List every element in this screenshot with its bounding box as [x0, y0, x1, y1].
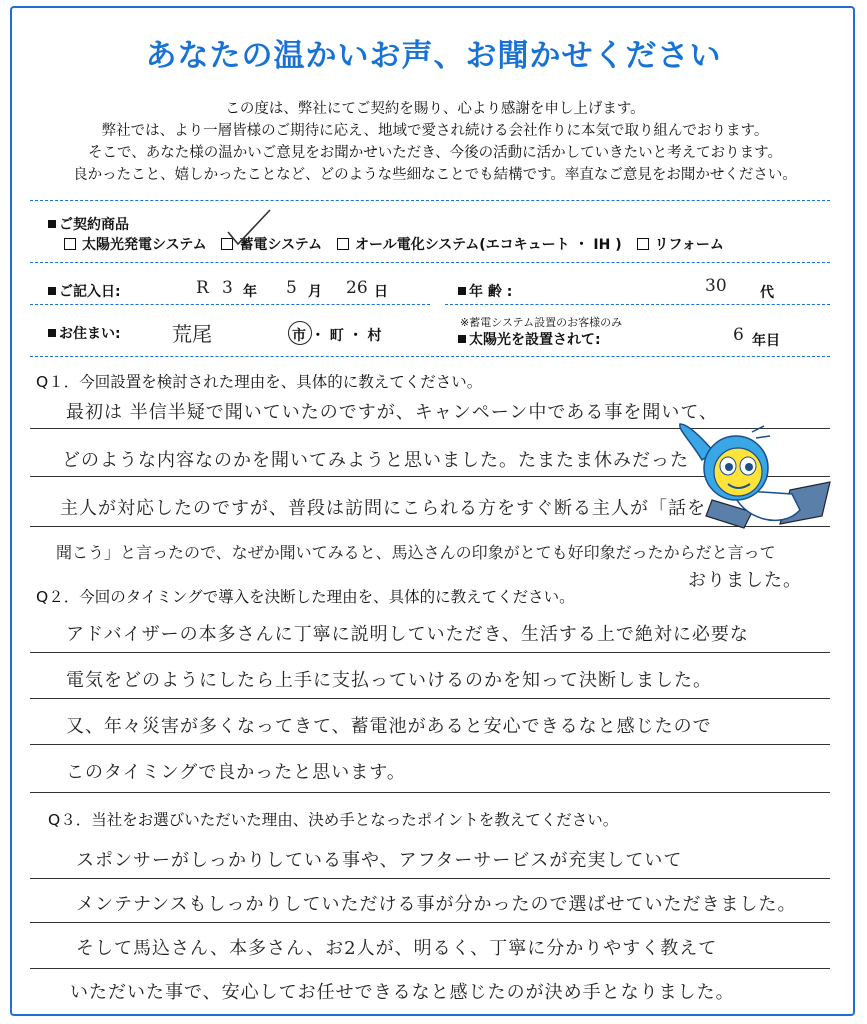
- option-all-electric[interactable]: オール電化システム(エコキュート ・ IH ): [337, 237, 622, 253]
- intro-line: 弊社では、より一層皆様のご期待に応え、地域で愛され続ける会社作りに本気で取り組んでおります。: [101, 123, 769, 139]
- date-month-unit: 月: [308, 284, 322, 300]
- answer-line: おりました。: [688, 570, 802, 591]
- answer-line: 電気をどのようにしたら上手に支払っていけるのかを知って決断しました。: [66, 670, 712, 691]
- answer-rule: [30, 698, 830, 699]
- answer-line: 又、年々災害が多くなってきて、蓄電池があると安心できるなと感じたので: [66, 716, 712, 737]
- solar-years-label: 太陽光を設置されて:: [458, 329, 601, 349]
- option-solar[interactable]: 太陽光発電システム: [64, 237, 207, 253]
- answer-rule: [30, 744, 830, 745]
- solar-years-unit: 年目: [752, 333, 780, 349]
- answer-line: スポンサーがしっかりしている事や、アフターサービスが充実していて: [76, 850, 683, 871]
- date-label: ご記入日:: [48, 281, 121, 301]
- answer-line: 最初は 半信半疑で聞いていたのですが、キャンペーン中である事を聞いて、: [66, 402, 718, 423]
- answer-line: メンテナンスもしっかりしていただける事が分かったので選ばせていただきました。: [76, 894, 797, 915]
- solar-years-value: 6: [733, 325, 744, 345]
- question-3: Q３．当社をお選びいただいた理由、決め手となったポイントを教えてください。: [48, 811, 619, 829]
- address-options: 市 ・ 町 ・ 村: [292, 328, 382, 344]
- divider: [30, 200, 830, 201]
- divider: [30, 262, 830, 263]
- age-value: 30: [705, 276, 727, 296]
- checkbox[interactable]: [64, 238, 76, 250]
- storage-note: ※蓄電システム設置のお客様のみ: [460, 316, 623, 329]
- address-label: お住まい:: [48, 323, 121, 343]
- checkbox[interactable]: [637, 238, 649, 250]
- checkbox[interactable]: [337, 238, 349, 250]
- answer-rule: [30, 878, 830, 879]
- age-unit: 代: [760, 285, 774, 301]
- intro-text: [60, 98, 810, 186]
- divider: [30, 304, 430, 305]
- divider: [445, 304, 830, 305]
- intro-line: そこで、あなた様の温かいご意見をお聞かせいただき、今後の活動に活かしていきたいと考えております。: [88, 145, 782, 161]
- answer-line: いただいた事で、安心してお任せできるなと感じたのが決め手となりました。: [70, 982, 735, 1003]
- product-options: [64, 234, 734, 254]
- address-value: 荒尾: [172, 322, 212, 346]
- question-1: Q１．今回設置を検討された理由を、具体的に教えてください。: [36, 373, 483, 391]
- age-label: 年 齢 :: [458, 281, 512, 301]
- mascot-illustration: [672, 420, 832, 540]
- answer-line: このタイミングで良かったと思います。: [66, 762, 406, 783]
- date-day-unit: 日: [374, 284, 388, 300]
- intro-line: 良かったこと、嬉しかったことなど、どのような些細なことでも結構です。率直なご意見をお聞かせください。: [73, 167, 797, 183]
- answer-line: 聞こう」と言ったので、なぜか聞いてみると、馬込さんの印象がとても好印象だったからだと言って: [56, 543, 776, 562]
- answer-rule: [30, 968, 830, 969]
- option-reform[interactable]: リフォーム: [637, 237, 724, 253]
- intro-line: この度は、弊社にてご契約を賜り、心より感謝を申し上げます。: [225, 101, 645, 117]
- answer-rule: [30, 652, 830, 653]
- date-year-unit: 年: [243, 284, 257, 300]
- answer-rule: [30, 792, 830, 793]
- checkmark-icon: [226, 208, 272, 248]
- date-year: 3: [222, 278, 233, 298]
- page-title: あなたの温かいお声、お聞かせください: [145, 38, 722, 74]
- answer-line: 主人が対応したのですが、普段は訪問にこられる方をすぐ断る主人が「話を: [60, 498, 706, 519]
- date-month: 5: [286, 278, 297, 298]
- date-day: 26: [346, 278, 368, 298]
- divider: [30, 356, 830, 357]
- answer-line: どのような内容なのかを聞いてみようと思いました。たまたま休みだった: [62, 450, 689, 471]
- question-2: Q２．今回のタイミングで導入を決断した理由を、具体的に教えてください。: [36, 588, 575, 606]
- product-label: ご契約商品: [48, 214, 129, 234]
- answer-line: そして馬込さん、本多さん、お2人が、明るく、丁寧に分かりやすく教えて: [76, 938, 718, 959]
- option-storage[interactable]: 蓄電システム: [221, 237, 322, 253]
- answer-rule: [30, 922, 830, 923]
- answer-line: アドバイザーの本多さんに丁寧に説明していただき、生活する上で絶対に必要な: [66, 624, 749, 645]
- date-era: R: [196, 278, 209, 298]
